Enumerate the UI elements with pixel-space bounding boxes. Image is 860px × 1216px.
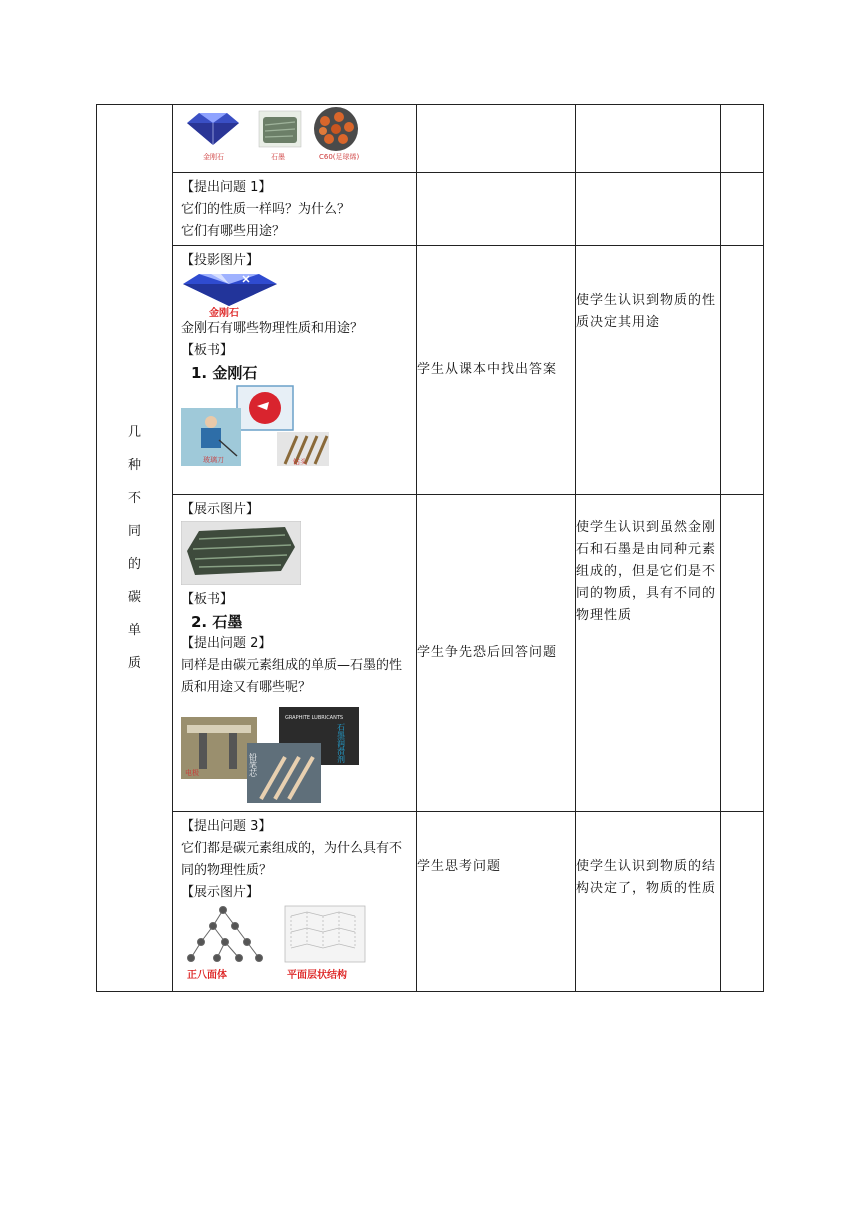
layered-structure-caption: 平面层状结构 xyxy=(287,970,347,981)
table-row xyxy=(97,812,764,992)
display-tag: 【展示图片】 xyxy=(181,502,260,517)
section-label-char: 种 xyxy=(127,457,141,473)
diamond-large-image xyxy=(181,272,281,318)
section-label-char: 几 xyxy=(127,424,141,440)
section-label-char: 质 xyxy=(127,655,141,671)
question-1-tag: 【提出问题 1】 xyxy=(181,180,272,195)
diamond-structure xyxy=(188,907,263,962)
table-row xyxy=(97,495,764,812)
notes-cell xyxy=(721,246,764,495)
graphite-structure xyxy=(285,906,365,962)
c60-image xyxy=(314,107,358,151)
section-label-char: 同 xyxy=(127,523,141,539)
table-row xyxy=(97,173,764,246)
question-1-line: 它们的性质一样吗？为什么？ xyxy=(181,202,351,217)
notes-cell xyxy=(721,105,764,173)
carbon-structure-image xyxy=(181,904,371,984)
section-label-char: 单 xyxy=(127,622,141,638)
diamond-image xyxy=(187,113,239,145)
design-intent-cell xyxy=(576,173,721,246)
graphite-cell xyxy=(173,495,417,812)
graphite-caption: 石墨 xyxy=(271,153,285,161)
notes-cell xyxy=(721,812,764,992)
notes-cell xyxy=(721,495,764,812)
question-3-tag: 【提出问题 3】 xyxy=(181,819,272,834)
projection-tag: 【投影图片】 xyxy=(181,253,260,268)
diamond-caption: 金刚石 xyxy=(203,153,224,161)
board-tag: 【板书】 xyxy=(181,343,234,358)
graphite-image xyxy=(259,111,301,147)
lubricant-label: GRAPHITE LUBRICANTS xyxy=(285,715,344,721)
design-intent-text: 使学生认识到物质的性质决定其用途 xyxy=(576,293,717,330)
board-heading-graphite: 2. 石墨 xyxy=(191,613,243,631)
design-intent-text: 使学生认识到物质的结构决定了，物质的性质 xyxy=(576,859,717,896)
allotrope-images-cell xyxy=(173,105,417,173)
section-label-char: 不 xyxy=(127,490,141,506)
student-activity-cell xyxy=(417,495,576,812)
board-tag: 【板书】 xyxy=(181,592,234,607)
diamond-cell xyxy=(173,246,417,495)
diamond-question: 金刚石有哪些物理性质和用途？ xyxy=(181,321,364,336)
graphite-large-image xyxy=(181,521,301,585)
graphite-uses-image xyxy=(181,707,361,805)
design-intent-cell xyxy=(576,105,721,173)
octahedron-caption: 正八面体 xyxy=(187,970,227,981)
student-activity-text: 学生争先恐后回答问题 xyxy=(417,645,558,660)
lesson-plan-table xyxy=(96,104,764,992)
structure-cell xyxy=(173,812,417,992)
design-intent-cell xyxy=(576,495,721,812)
question-2-tag: 【提出问题 2】 xyxy=(181,636,272,651)
design-intent-text: 使学生认识到虽然金刚石和石墨是由同种元素组成的，但是它们是不同的物质，具有不同的物理性质 xyxy=(576,520,717,623)
diamond-uses-image xyxy=(181,384,331,468)
design-intent-cell xyxy=(576,812,721,992)
section-label-char: 的 xyxy=(127,556,141,572)
question-1-line: 它们有哪些用途？ xyxy=(181,224,286,239)
notes-cell xyxy=(721,173,764,246)
electrode-caption: 电极 xyxy=(185,769,199,777)
c60-caption: C60(足球烯) xyxy=(319,153,360,161)
question-1-cell xyxy=(173,173,417,246)
drill-bit-caption: 钻头 xyxy=(293,458,307,466)
diamond-large-caption: 金刚石 xyxy=(209,308,239,318)
student-activity-text: 学生从课本中找出答案 xyxy=(417,362,558,377)
pencil-lead-caption: 铅笔芯 xyxy=(248,753,258,777)
question-2-text: 同样是由碳元素组成的单质—石墨的性质和用途又有哪些呢？ xyxy=(181,658,403,695)
student-activity-cell xyxy=(417,246,576,495)
table-row xyxy=(97,246,764,495)
allotrope-images xyxy=(173,105,416,171)
student-activity-cell xyxy=(417,105,576,173)
section-label-cell xyxy=(97,105,173,992)
question-3-text: 它们都是碳元素组成的，为什么具有不同的物理性质？ xyxy=(181,841,403,878)
section-label-char: 碳 xyxy=(127,589,141,605)
student-activity-cell xyxy=(417,173,576,246)
student-activity-text: 学生思考问题 xyxy=(417,859,502,874)
lubricant-caption: 石墨润滑剂 xyxy=(336,723,346,763)
table-row xyxy=(97,105,764,173)
student-activity-cell xyxy=(417,812,576,992)
display-tag: 【展示图片】 xyxy=(181,885,260,900)
design-intent-cell xyxy=(576,246,721,495)
glass-cutter-caption: 玻璃刀 xyxy=(203,456,224,464)
board-heading-diamond: 1. 金刚石 xyxy=(191,364,258,382)
